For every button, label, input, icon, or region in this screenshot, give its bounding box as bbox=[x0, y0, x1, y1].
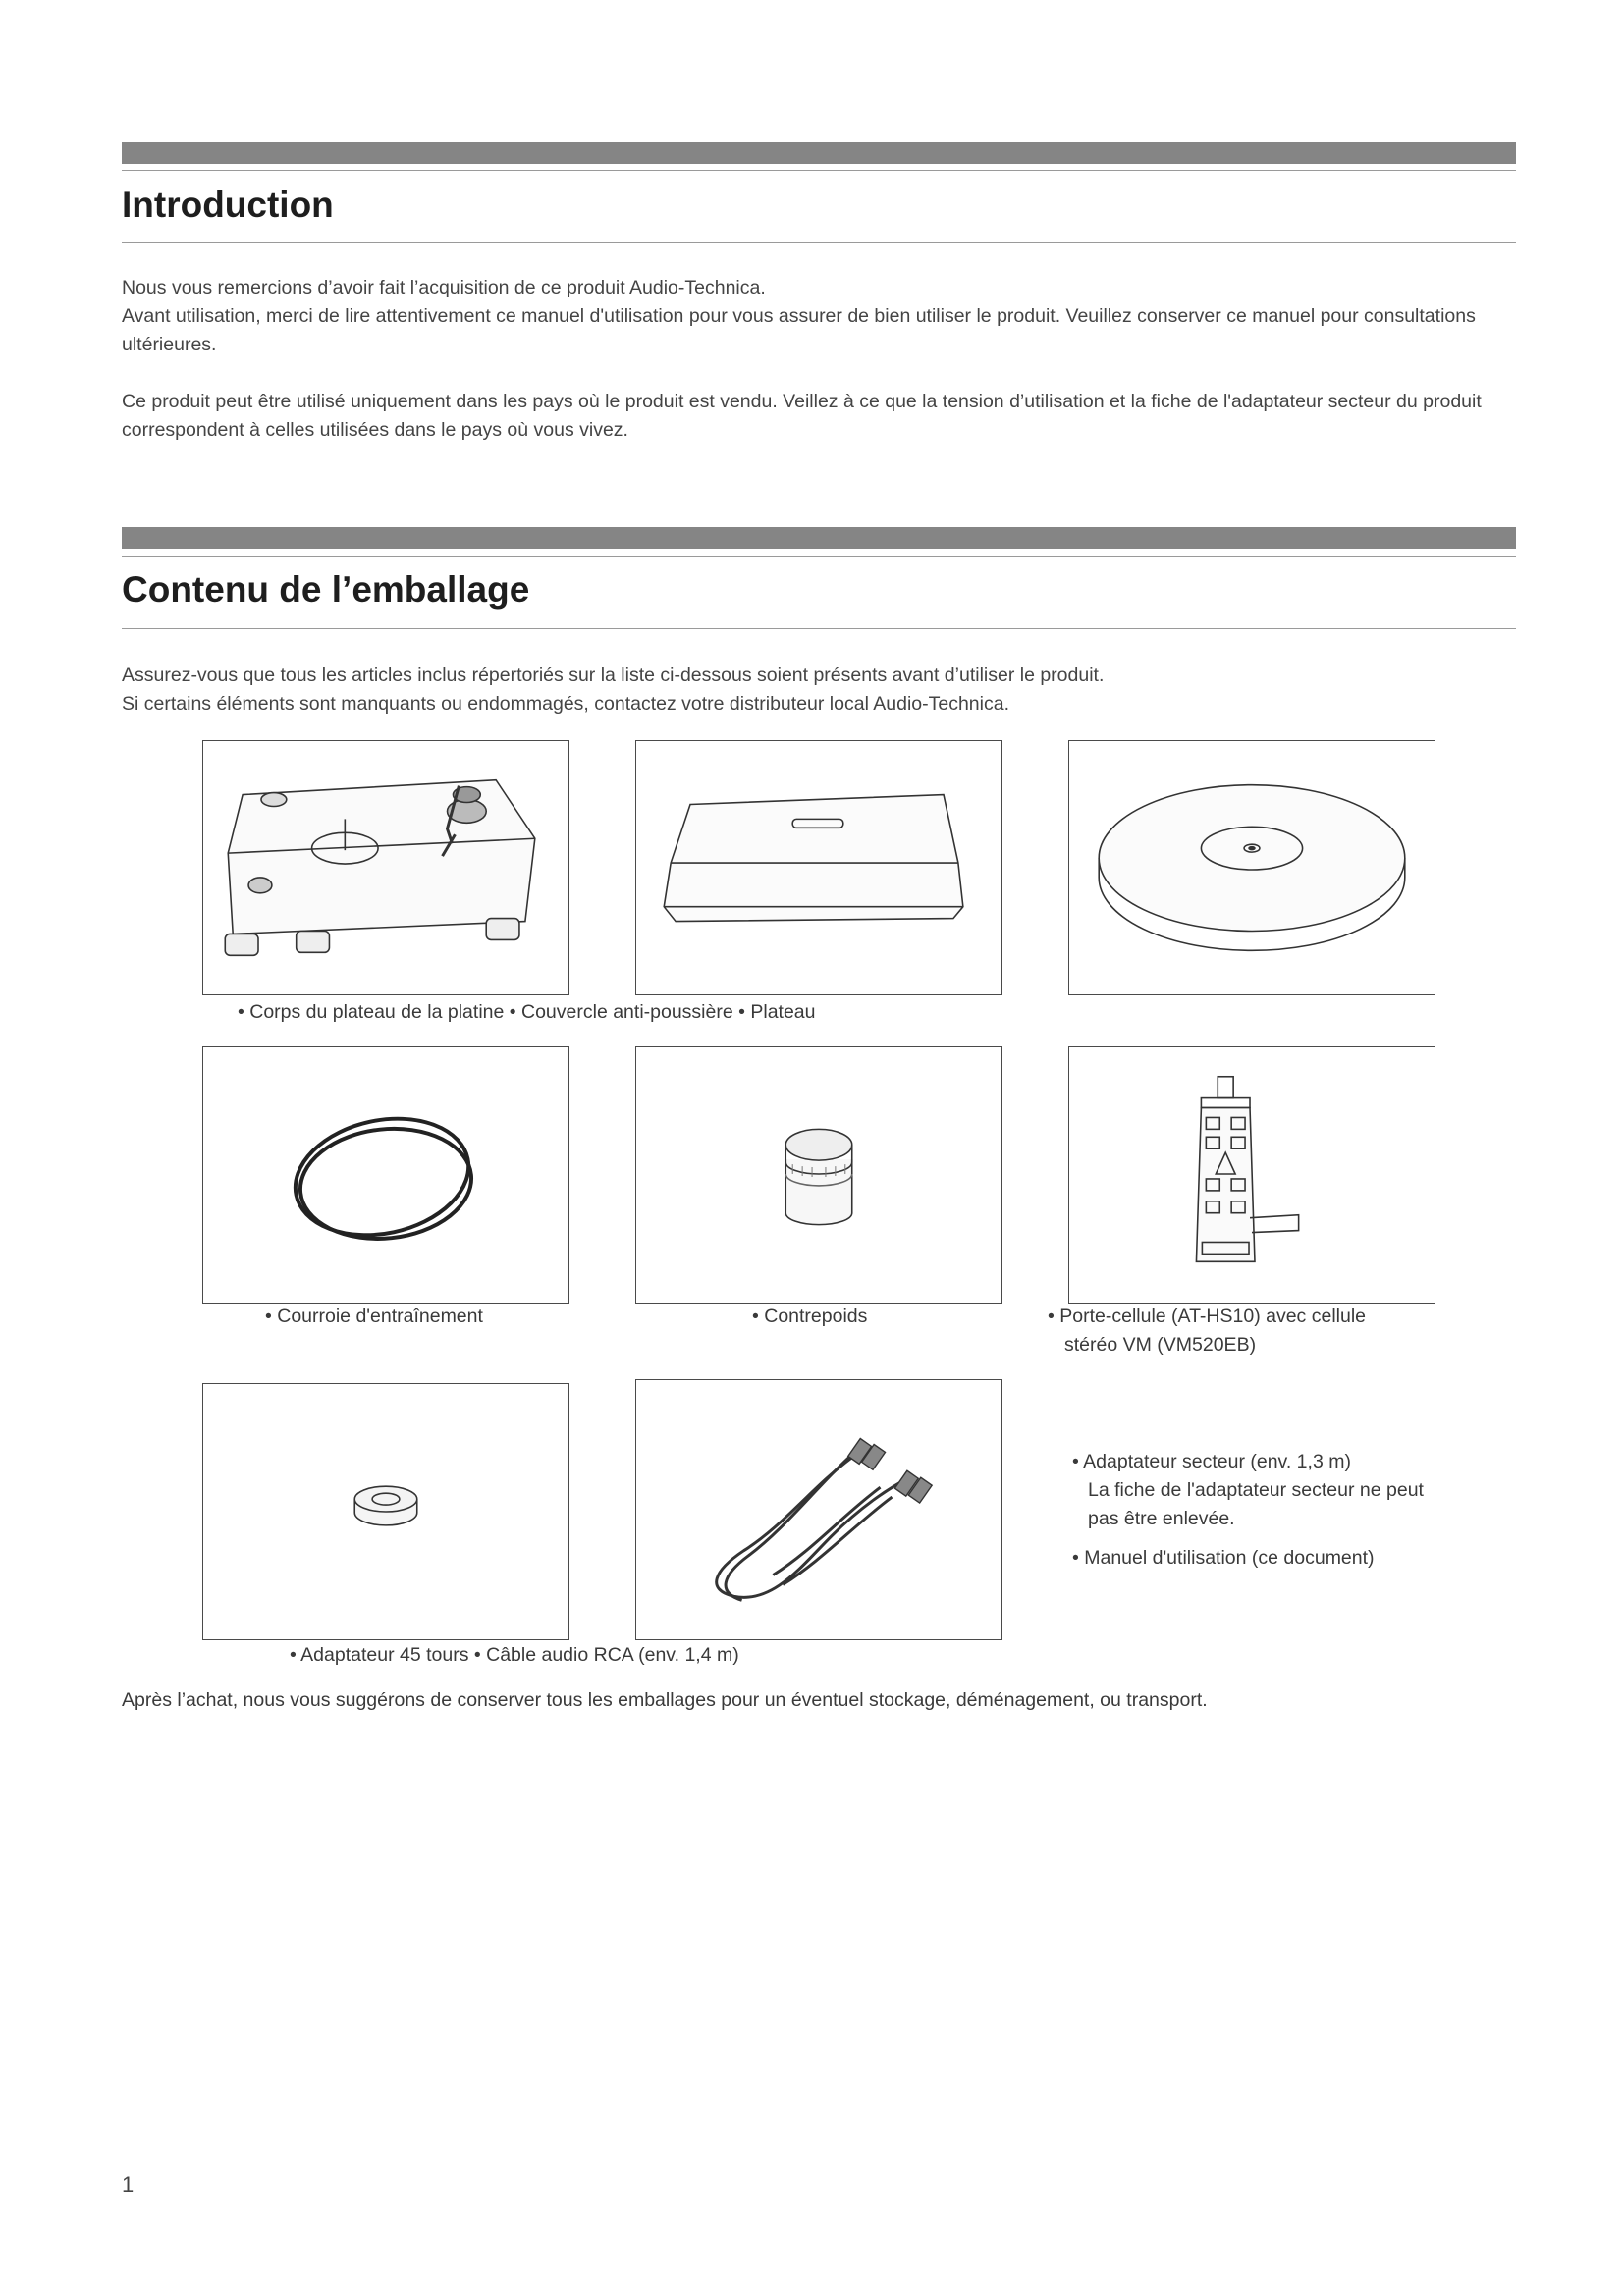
turntable-body-illustration bbox=[202, 740, 569, 995]
intro-paragraph-3: Ce produit peut être utilisé uniquement dans les pays où le produit est vendu. Veillez à ce que la tension d’utilisation et la fiche de l'adaptateur secteur du produit correspondent à celles utilisées dans le pays où vous vivez. bbox=[122, 391, 1482, 441]
platter-illustration bbox=[1068, 740, 1435, 995]
ac-adapter-caption-line1: • Adaptateur secteur (env. 1,3 m) bbox=[1072, 1451, 1351, 1472]
drive-belt-icon bbox=[203, 1047, 568, 1303]
page-number: 1 bbox=[122, 2172, 135, 2197]
headshell-illustration bbox=[1068, 1046, 1435, 1304]
introduction-text bbox=[122, 274, 1516, 445]
contents-intro-text bbox=[122, 662, 1516, 719]
rca-cable-illustration bbox=[635, 1379, 1002, 1640]
section-rule bbox=[122, 170, 1516, 171]
adapter-45-illustration bbox=[202, 1383, 569, 1640]
counterweight-caption: • Contrepoids bbox=[752, 1306, 868, 1327]
counterweight-icon bbox=[636, 1047, 1001, 1303]
section-header-bar bbox=[122, 142, 1516, 164]
intro-paragraph-1: Nous vous remercions d’avoir fait l’acquisition de ce produit Audio-Technica. bbox=[122, 277, 766, 298]
drive-belt-illustration bbox=[202, 1046, 569, 1304]
headshell-caption-line2: stéréo VM (VM520EB) bbox=[1064, 1334, 1257, 1356]
manual-caption: • Manuel d'utilisation (ce document) bbox=[1072, 1547, 1375, 1569]
ac-adapter-caption-line2: La fiche de l'adaptateur secteur ne peut bbox=[1088, 1479, 1424, 1501]
headshell-icon bbox=[1069, 1047, 1435, 1303]
section-rule bbox=[122, 628, 1516, 629]
row1-caption: • Corps du plateau de la platine • Couvercle anti-poussière • Plateau bbox=[238, 1001, 816, 1023]
section-header-bar bbox=[122, 527, 1516, 549]
introduction-title: Introduction bbox=[122, 185, 334, 225]
intro-paragraph-2: Avant utilisation, merci de lire attentivement ce manuel d'utilisation pour vous assurer de bien utiliser le produit. Veuillez conserver ce manuel pour consultations ultérieures. bbox=[122, 305, 1476, 355]
headshell-caption-line1: • Porte-cellule (AT-HS10) avec cellule bbox=[1048, 1306, 1367, 1327]
section-rule bbox=[122, 556, 1516, 557]
row3-caption: • Adaptateur 45 tours • Câble audio RCA (env. 1,4 m) bbox=[290, 1644, 739, 1666]
contents-title: Contenu de l’emballage bbox=[122, 569, 530, 610]
drive-belt-caption: • Courroie d'entraînement bbox=[265, 1306, 483, 1327]
contents-paragraph-2: Si certains éléments sont manquants ou endommagés, contactez votre distributeur local Audio-Technica. bbox=[122, 693, 1009, 715]
platter-icon bbox=[1069, 741, 1435, 994]
rca-cable-icon bbox=[636, 1380, 1001, 1639]
counterweight-illustration bbox=[635, 1046, 1002, 1304]
dust-cover-illustration bbox=[635, 740, 1002, 995]
section-rule bbox=[122, 242, 1516, 243]
packaging-note: Après l’achat, nous vous suggérons de conserver tous les emballages pour un éventuel stockage, déménagement, ou transport. bbox=[122, 1689, 1208, 1711]
dust-cover-icon bbox=[636, 741, 1001, 994]
ac-adapter-caption-line3: pas être enlevée. bbox=[1088, 1508, 1235, 1529]
turntable-icon bbox=[203, 741, 568, 994]
contents-paragraph-1: Assurez-vous que tous les articles inclus répertoriés sur la liste ci-dessous soient présents avant d’utiliser le produit. bbox=[122, 665, 1105, 686]
adapter-45-icon bbox=[203, 1384, 568, 1639]
